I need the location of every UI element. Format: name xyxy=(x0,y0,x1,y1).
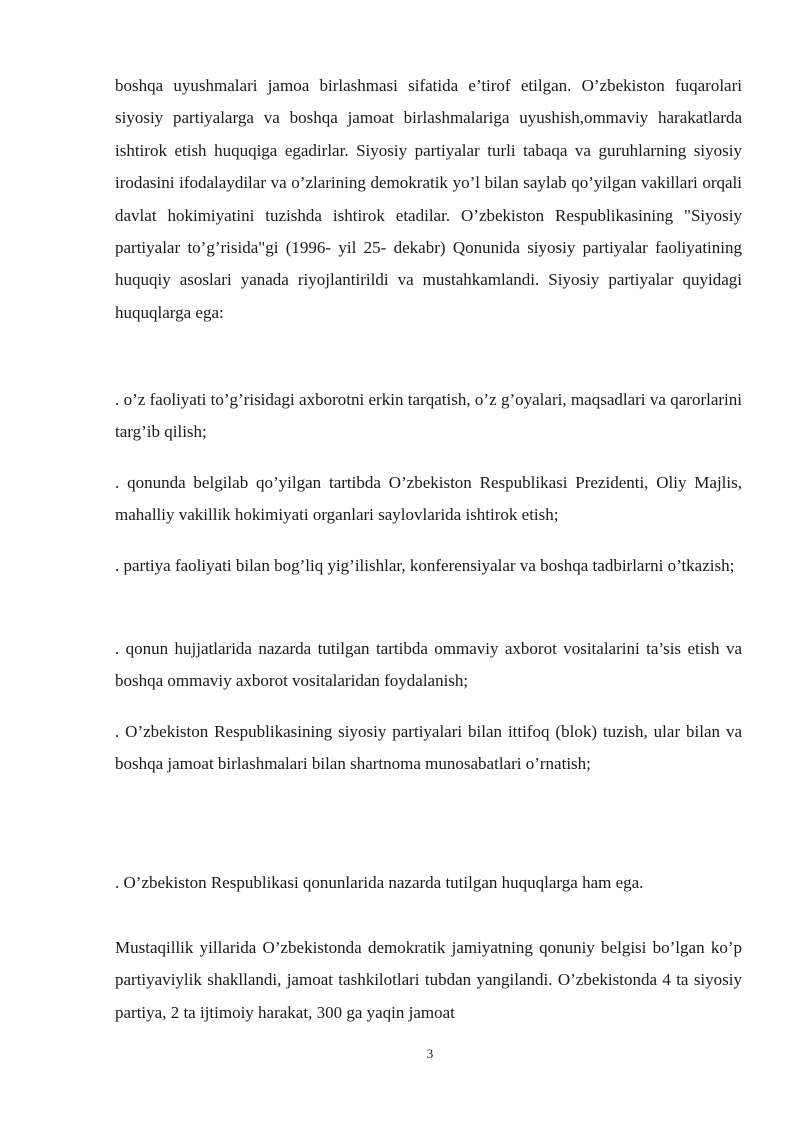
page-number: 3 xyxy=(426,1046,434,1061)
list-item-election-participation: . qonunda belgilab qo’yilgan tartibda O’zbekiston Respublikasi Prezidenti, Oliy Majlis, mahalliy vakillik hokimiyati organlari saylovlarida ishtirok etish; xyxy=(115,473,742,525)
list-item-information-rights: . o’z faoliyati to’g’risidagi axborotni erkin tarqatish, o’z g’oyalari, maqsadlari va qarorlarini targ’ib qilish; xyxy=(115,390,742,442)
list-item-meetings: . partiya faoliyati bilan bog’liq yig’ilishlar, konferensiyalar va boshqa tadbirlarni o’tkazish; xyxy=(115,556,735,575)
paragraph-independence: Mustaqillik yillarida O’zbekistonda demokratik jamiyatning qonuniy belgisi bo’lgan ko’p partiyaviylik shakllandi, jamoat tashkilotlari tubdan yangilandi. O’zbekistonda 4 ta siyosiy partiya, 2 ta ijtimoiy harakat, 300 ga yaqin jamoat xyxy=(115,938,742,1022)
list-item-alliances: . O’zbekiston Respublikasining siyosiy partiyalari bilan ittifoq (blok) tuzish, ular bilan va boshqa jamoat birlashmalari bilan shartnoma munosabatlari o’rnatish; xyxy=(115,722,742,774)
list-item-mass-media: . qonun hujjatlarida nazarda tutilgan tartibda ommaviy axborot vositalarini ta’sis etish va boshqa ommaviy axborot vositalaridan foydalanish; xyxy=(115,639,742,691)
paragraph-intro: boshqa uyushmalari jamoa birlashmasi sifatida e’tirof etilgan. O’zbekiston fuqarolari siyosiy partiyalarga va boshqa jamoat birlashmalariga uyushish,ommaviy harakatlarda ishtirok etish huquqiga egadirlar. Siyosiy partiyalar turli tabaqa va guruhlarning siyosiy irodasini ifodalaydilar va o’zlarining demokratik yo’l bilan saylab qo’yilgan vakillari orqali davlat hokimiyatini tuzishda ishtirok etadilar. O’zbekiston Respublikasining "Siyosiy partiyalar to’g’risida"gi (1996- yil 25- dekabr) Qonunida siyosiy partiyalar faoliyatining huquqiy asoslari yanada riyojlantirildi va mustahkamlandi. Siyosiy partiyalar quyidagi huquqlarga ega: xyxy=(115,76,742,322)
list-item-other-rights: . O’zbekiston Respublikasi qonunlarida nazarda tutilgan huquqlarga ham ega. xyxy=(115,873,644,892)
